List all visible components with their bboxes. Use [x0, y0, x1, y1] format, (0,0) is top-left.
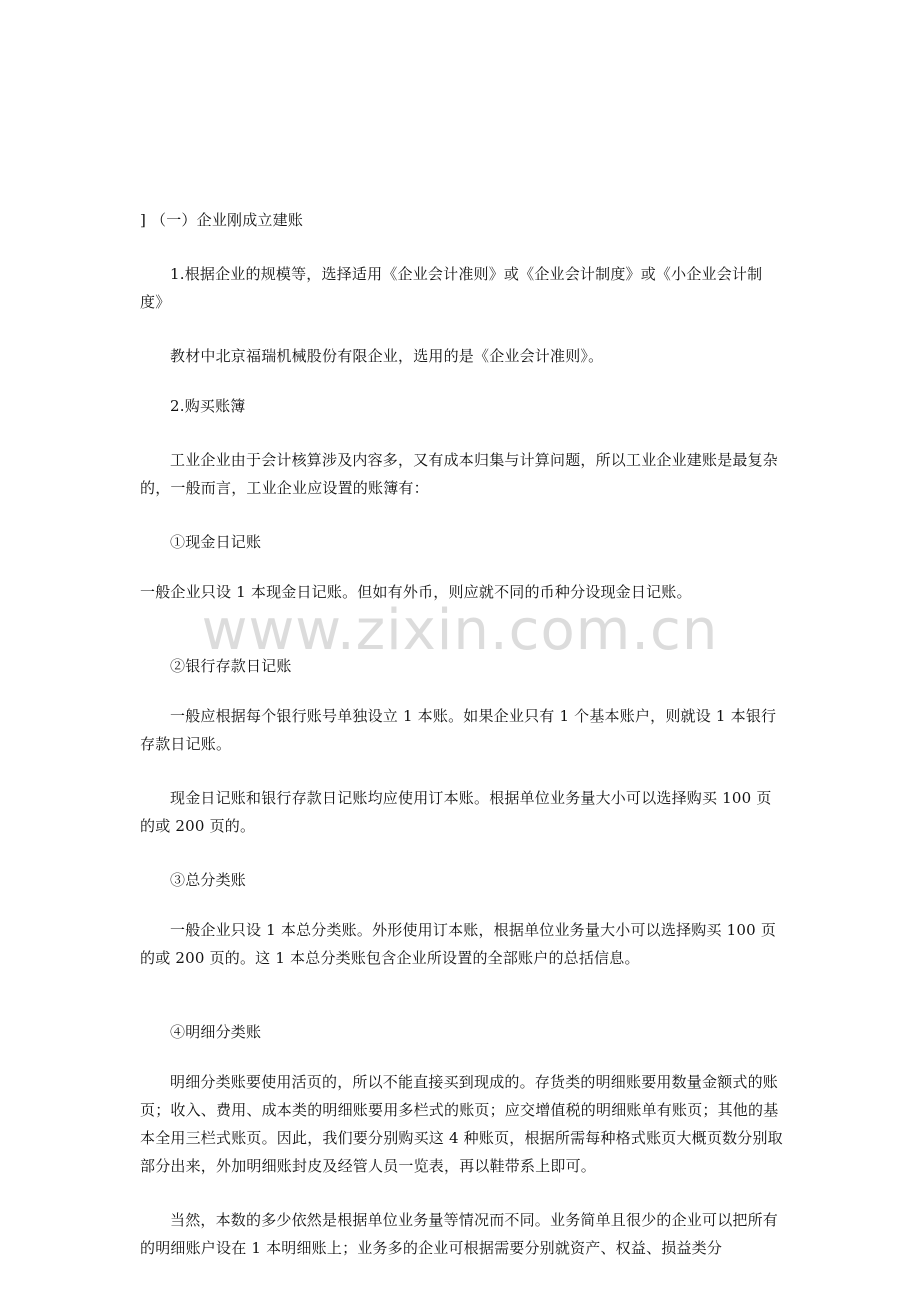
paragraph: 工业企业由于会计核算涉及内容多，又有成本归集与计算问题，所以工业企业建账是最复杂的，一般而言，工业企业应设置的账簿有：	[140, 451, 779, 497]
paragraph: 一般应根据每个银行账号单独设立 1 本账。如果企业只有 1 个基本账户，则就设 1 本银行存款日记账。	[140, 707, 777, 753]
paragraph: 1.根据企业的规模等，选择适用《企业会计准则》或《企业会计制度》或《小企业会计制度》	[140, 265, 763, 311]
document-body	[140, 206, 785, 1262]
section-heading: ] （一）企业刚成立建账	[140, 211, 304, 229]
subheading: ④明细分类账	[170, 1023, 262, 1041]
paragraph: 现金日记账和银行存款日记账均应使用订本账。根据单位业务量大小可以选择购买 100 页的或 200 页的。	[140, 789, 772, 835]
subheading: 2.购买账簿	[170, 397, 246, 415]
subheading: ①现金日记账	[170, 533, 262, 551]
paragraph: 一般企业只设 1 本现金日记账。但如有外币，则应就不同的币种分设现金日记账。	[140, 583, 692, 601]
paragraph: 当然，本数的多少依然是根据单位业务量等情况而不同。业务简单且很少的企业可以把所有的明细账户设在 1 本明细账上；业务多的企业可根据需要分别就资产、权益、损益类分	[140, 1211, 779, 1257]
paragraph: 一般企业只设 1 本总分类账。外形使用订本账，根据单位业务量大小可以选择购买 100 页的或 200 页的。这 1 本总分类账包含企业所设置的全部账户的总括信息。	[140, 921, 777, 967]
subheading: ③总分类账	[170, 871, 247, 889]
paragraph: 明细分类账要使用活页的，所以不能直接买到现成的。存货类的明细账要用数量金额式的账页；收入、费用、成本类的明细账要用多栏式的账页；应交增值税的明细账单有账页；其他的基本全用三栏式账页。因此，我们要分别购买这 4 种账页，根据所需每种格式账页大概页数分别取部分出来，外加明细账封皮及经管人员一览表，再以鞋带系上即可。	[140, 1073, 783, 1175]
subheading: ②银行存款日记账	[170, 657, 292, 675]
paragraph: 教材中北京福瑞机械股份有限企业，选用的是《企业会计准则》。	[170, 347, 604, 365]
watermark: www.zixin.com.cn	[201, 598, 719, 663]
